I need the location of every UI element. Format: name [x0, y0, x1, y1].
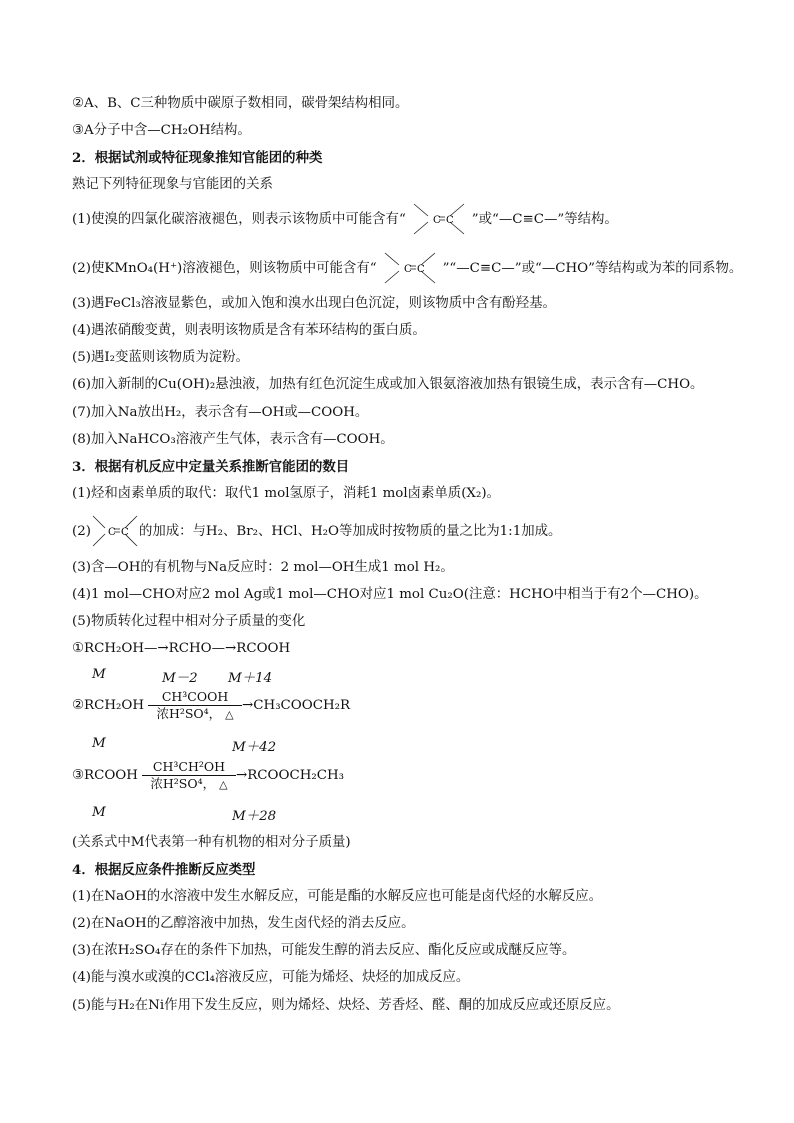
section-heading-3: 3．根据有机反应中定量关系推断官能团的数目: [72, 459, 350, 475]
mass-row-2: [72, 736, 752, 754]
text-line: (1)烃和卤素单质的取代：取代1 mol氢原子，消耗1 mol卤素单质(X₂)。: [72, 486, 500, 501]
reaction-line-2: [72, 690, 752, 722]
text-line-note: (关系式中M代表第一种有机物的相对分子质量): [72, 835, 351, 850]
text-line: (4)能与溴水或溴的CCl₄溶液反应，可能为烯烃、炔烃的加成反应。: [72, 970, 470, 985]
text-segment: (2): [72, 524, 91, 539]
text-line: (5)遇I₂变蓝则该物质为淀粉。: [72, 350, 249, 365]
text-line: (8)加入NaHCO₃溶液产生气体，表示含有—COOH。: [72, 432, 394, 447]
reaction-condition: [142, 760, 236, 792]
text-line: (2)在NaOH的乙醇溶液中加热，发生卤代烃的消去反应。: [72, 916, 415, 931]
text-line: 熟记下列特征现象与官能团的关系: [72, 177, 273, 192]
text-line: (3)含—OH的有机物与Na反应时：2 mol—OH生成1 mol H₂。: [72, 560, 454, 575]
svg-text:C: C: [403, 264, 412, 275]
catalyst: [148, 707, 242, 722]
reagent: CH³CH²OH: [152, 759, 226, 774]
alkene-structure-icon: [377, 249, 443, 289]
catalyst-text: 浓H²SO⁴，: [156, 706, 222, 721]
svg-text:C: C: [432, 215, 441, 226]
text-line: (3)遇FeCl₃溶液显紫色，或加入饱和溴水出现白色沉淀，则该物质中含有酚羟基。: [72, 296, 556, 311]
text-line-alkene-3: [72, 512, 752, 552]
mass-row-3: [72, 805, 752, 823]
mass-label: M: [92, 736, 106, 751]
reaction-condition: [148, 690, 242, 722]
svg-text:C: C: [107, 527, 116, 538]
catalyst: [142, 777, 236, 792]
text-line: (5)能与H₂在Ni作用下发生反应，则为烯烃、炔烃、芳香烃、醛、酮的加成反应或还原反应。: [72, 998, 620, 1013]
text-line: (1)在NaOH的水溶液中发生水解反应，可能是酯的水解反应也可能是卤代烃的水解反应。: [72, 889, 602, 904]
text-segment: ”“—C≡C—”或“—CHO”等结构或为苯的同系物。: [442, 261, 743, 276]
mass-label: M: [92, 805, 106, 820]
section-heading-4: 4．根据反应条件推断反应类型: [72, 862, 256, 878]
text-line: (4)遇浓硝酸变黄，则表明该物质是含有苯环结构的蛋白质。: [72, 323, 426, 338]
reactant: ②RCH₂OH: [72, 698, 145, 713]
text-line: (5)物质转化过程中相对分子质量的变化: [72, 614, 306, 629]
reaction-line-1: ①RCH₂OH—→RCHO—→RCOOH: [72, 641, 291, 656]
text-line: (4)1 mol—CHO对应2 mol Ag或1 mol—CHO对应1 mol Cu₂O(注意：HCHO中相当于有2个—CHO)。: [72, 587, 708, 602]
product: →CH₃COOCH₂R: [242, 698, 351, 713]
heat-symbol: △: [219, 778, 228, 791]
text-line: (3)在浓H₂SO₄存在的条件下加热，可能发生醇的消去反应、酯化反应或成醚反应等。: [72, 943, 576, 958]
text-line: (7)加入Na放出H₂，表示含有—OH或—COOH。: [72, 405, 369, 420]
mass-label: M: [92, 667, 106, 682]
section-heading-2: 2．根据试剂或特征现象推知官能团的种类: [72, 150, 323, 166]
reagent: CH³COOH: [161, 689, 229, 704]
mass-label: M＋14: [228, 671, 273, 686]
svg-text:C: C: [445, 215, 454, 226]
reactant: ③RCOOH: [72, 768, 138, 783]
heat-symbol: △: [225, 708, 234, 721]
alkene-structure-icon: [91, 512, 139, 552]
text-segment: ”或“—C≡C—”等结构。: [471, 212, 618, 227]
alkene-structure-icon: [406, 200, 472, 240]
text-line-alkene-2: [72, 249, 752, 289]
text-line: ③A分子中含—CH₂OH结构。: [72, 123, 251, 138]
mass-label: M＋42: [232, 740, 277, 755]
mass-label: M－2: [162, 671, 198, 686]
mass-row-1: [72, 667, 752, 685]
text-segment: 的加成：与H₂、Br₂、HCl、H₂O等加成时按物质的量之比为1:1加成。: [138, 524, 562, 539]
text-line-alkene-1: [72, 200, 752, 240]
mass-label: M＋28: [232, 809, 277, 824]
catalyst-text: 浓H²SO⁴，: [150, 776, 216, 791]
product: →RCOOCH₂CH₃: [235, 768, 345, 783]
text-line: ②A、B、C三种物质中碳原子数相同，碳骨架结构相同。: [72, 96, 409, 111]
reaction-line-3: [72, 760, 752, 792]
text-segment: (2)使KMnO₄(H⁺)溶液褪色，则该物质中可能含有“: [72, 261, 377, 276]
svg-text:C: C: [120, 527, 129, 538]
svg-text:C: C: [416, 264, 425, 275]
text-line: (6)加入新制的Cu(OH)₂悬浊液，加热有红色沉淀生成或加入银氨溶液加热有银镜生成，表示含有—CHO。: [72, 377, 704, 392]
text-segment: (1)使溴的四氯化碳溶液褪色，则表示该物质中可能含有“: [72, 212, 406, 227]
